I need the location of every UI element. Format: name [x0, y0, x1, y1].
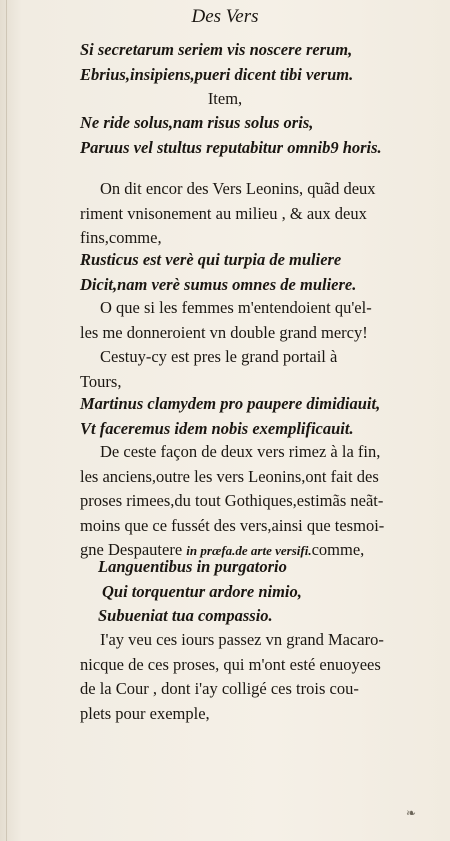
paragraph-line: plets pour exemple, — [80, 703, 210, 723]
verse-line: Qui torquentur ardore nimio, — [102, 581, 302, 601]
paragraph-3 — [80, 440, 436, 564]
paragraph-text: comme, — [311, 540, 365, 559]
item-heading: Item, — [207, 89, 243, 108]
verse-block-3 — [80, 248, 436, 297]
verse-line: Subueniat tua compassio. — [98, 606, 273, 625]
paragraph-line: riment vnisonement au milieu , & aux deux — [80, 203, 367, 223]
verse-line: Martinus clamydem pro paupere dimidiauit, — [80, 394, 381, 413]
paragraph-1 — [80, 177, 436, 251]
page-gutter — [6, 0, 7, 841]
paragraph-line: les anciens,outre les vers Leonins,ont fait des — [80, 466, 379, 486]
verse-block-1 — [80, 38, 436, 87]
paragraph-text: gne Despautere — [80, 540, 187, 559]
corner-ornament: ❧ — [406, 806, 417, 820]
paragraph-line: Cestuy-cy est pres le grand portail à — [100, 347, 338, 366]
verse-line: Ebrius,insipiens,pueri dicent tibi verum. — [80, 64, 354, 84]
verse-line: Si secretarum seriem vis noscere rerum, — [80, 40, 353, 59]
paragraph-2 — [80, 296, 436, 394]
verse-block-4 — [80, 392, 436, 441]
verse-line: Ne ride solus,nam risus solus oris, — [80, 113, 314, 132]
paragraph-line: fins,comme, — [80, 228, 162, 247]
paragraph-line: proses rimees,du tout Gothiques,estimãs neãt- — [80, 491, 384, 510]
paragraph-line: On dit encor des Vers Leonins, quãd deux — [100, 179, 376, 198]
paragraph-4 — [80, 628, 436, 726]
paragraph-line: De ceste façon de deux vers rimez à la fin, — [100, 442, 381, 461]
verse-line: Rusticus est verè qui turpia de muliere — [80, 250, 342, 269]
paragraph-line: de la Cour , dont i'ay colligé ces trois cou- — [80, 679, 359, 698]
paragraph-line: Tours, — [80, 371, 122, 391]
verse-line: Paruus vel stultus reputabitur omnib9 horis. — [80, 137, 382, 157]
verse-line: Vt faceremus idem nobis exemplificauit. — [80, 418, 354, 438]
paragraph-line: les me donneroient vn double grand mercy! — [80, 322, 368, 342]
verse-block-5 — [98, 555, 436, 629]
verse-block-2 — [80, 111, 436, 160]
citation: in præfa.de arte versifi. — [186, 543, 312, 558]
verse-line: Dicit,nam verè sumus omnes de muliere. — [80, 274, 357, 294]
paragraph-line: moins que ce fussét des vers,ainsi que tesmoi- — [80, 515, 385, 535]
paragraph-line: nicque de ces proses, qui m'ont esté enuoyees — [80, 654, 381, 674]
paragraph-line: O que si les femmes m'entendoient qu'el- — [100, 298, 372, 317]
running-head: Des Vers — [191, 6, 259, 27]
paragraph-line: I'ay veu ces iours passez vn grand Macaro- — [100, 630, 384, 649]
verse-line: Languentibus in purgatorio — [98, 557, 287, 576]
